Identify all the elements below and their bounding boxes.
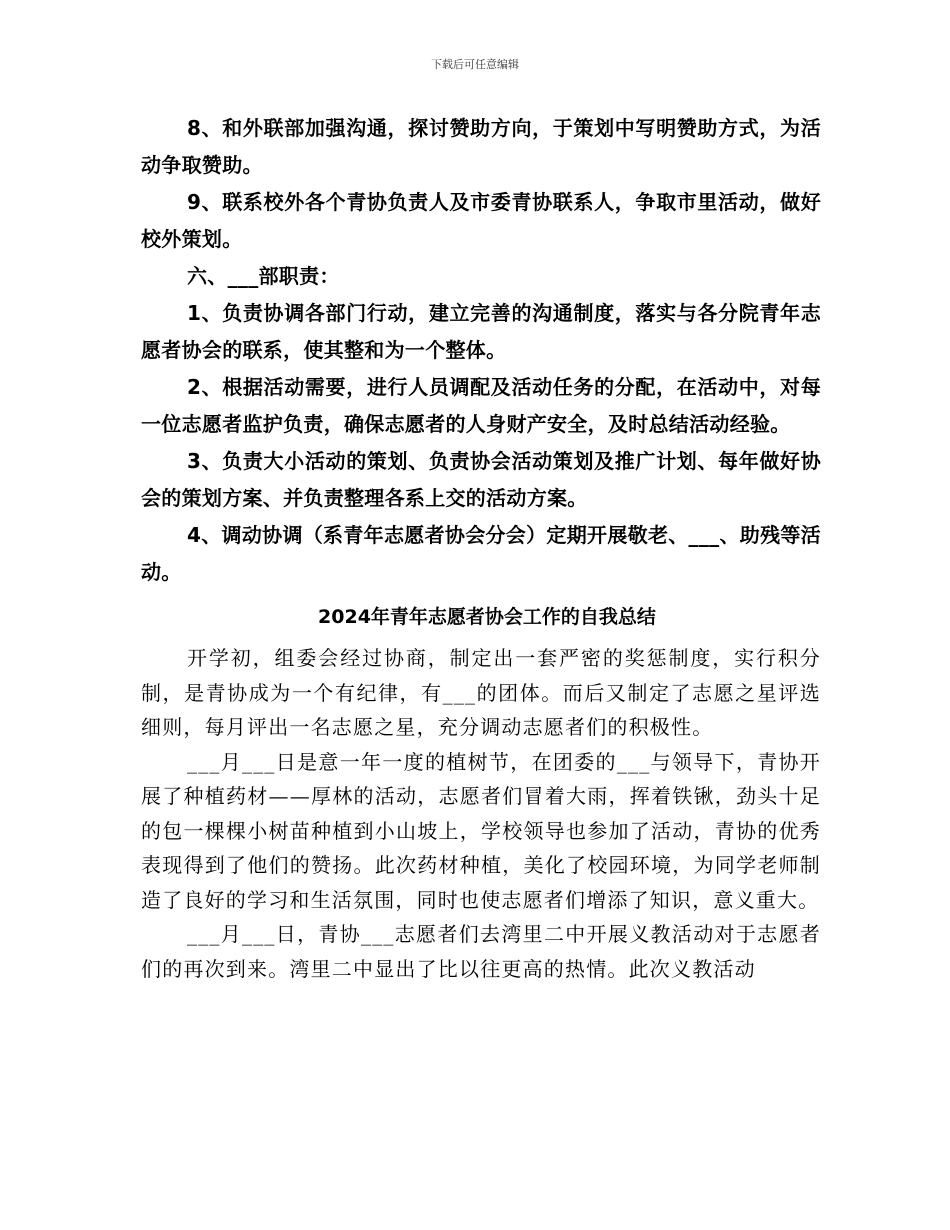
duty-item-9: 9、联系校外各个青协负责人及市委青协联系人，争取市里活动，做好校外策划。 — [141, 190, 821, 251]
document-body — [141, 110, 821, 986]
summary-title: 2024年青年志愿者协会工作的自我总结 — [318, 606, 656, 628]
summary-paragraph-1: 开学初，组委会经过协商，制定出一套严密的奖惩制度，实行积分制，是青协成为一个有纪律，有___的团体。而后又制定了志愿之星评选细则，每月评出一名志愿之星，充分调动志愿者们的积极性。 — [141, 646, 821, 739]
duty-item-1: 1、负责协调各部门行动，建立完善的沟通制度，落实与各分院青年志愿者协会的联系，使其整和为一个整体。 — [141, 301, 821, 362]
duty-item-8: 8、和外联部加强沟通，探讨赞助方向，于策划中写明赞助方式，为活动争取赞助。 — [141, 116, 821, 177]
summary-section — [141, 641, 821, 986]
duties-section — [141, 110, 821, 591]
section-heading-six: 六、___部职责： — [187, 264, 340, 288]
page-header: 下载后可任意编辑 — [431, 58, 519, 71]
duty-item-3: 3、负责大小活动的策划、负责协会活动策划及推广计划、每年做好协会的策划方案、并负责整理各系上交的活动方案。 — [141, 449, 821, 510]
summary-paragraph-2: ___月___日是意一年一度的植树节，在团委的___与领导下，青协开展了种植药材——厚林的活动，志愿者们冒着大雨，挥着铁锹，劲头十足的包一棵棵小树苗种植到小山坡上，学校领导也参加了活动，青协的优秀表现得到了他们的赞扬。此次药材种植，美化了校园环境，为同学老师制造了良好的学习和生活氛围，同时也使志愿者们增添了知识，意义重大。 — [141, 749, 821, 912]
summary-paragraph-3: ___月___日，青协___志愿者们去湾里二中开展义教活动对于志愿者们的再次到来。湾里二中显出了比以往更高的热情。此次义教活动 — [141, 922, 821, 981]
duty-item-4: 4、调动协调（系青年志愿者协会分会）定期开展敬老、___、助残等活动。 — [141, 523, 821, 584]
duty-item-2: 2、根据活动需要，进行人员调配及活动任务的分配，在活动中，对每一位志愿者监护负责，确保志愿者的人身财产安全，及时总结活动经验。 — [141, 375, 821, 436]
